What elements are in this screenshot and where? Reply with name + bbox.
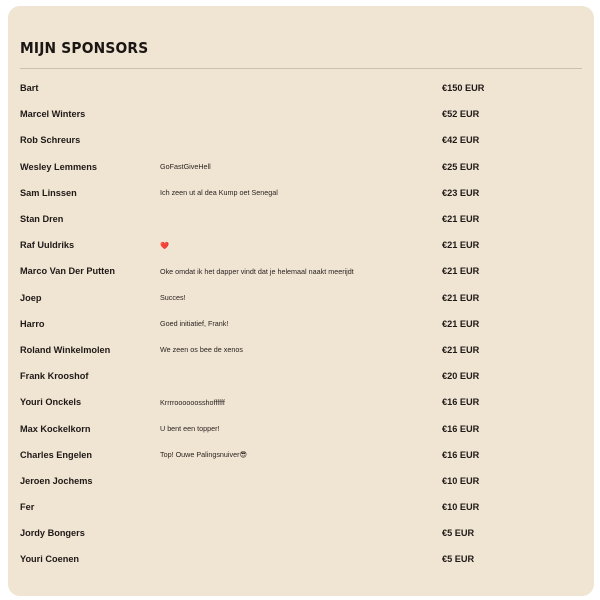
sponsor-amount: €21 EUR bbox=[442, 240, 480, 251]
sponsor-amount: €10 EUR bbox=[442, 475, 480, 486]
sponsor-row bbox=[20, 520, 582, 546]
sponsor-row bbox=[20, 546, 582, 572]
sponsor-amount: €21 EUR bbox=[442, 318, 480, 329]
sponsor-row bbox=[20, 232, 582, 258]
sponsor-row bbox=[20, 415, 582, 441]
sponsor-list bbox=[20, 75, 582, 573]
title-divider bbox=[20, 68, 582, 69]
sponsor-amount: €16 EUR bbox=[442, 423, 480, 434]
sponsor-name: Jeroen Jochems bbox=[20, 475, 93, 486]
sponsor-amount: €5 EUR bbox=[442, 554, 475, 565]
sponsor-row bbox=[20, 75, 582, 101]
sponsor-name: Frank Krooshof bbox=[20, 371, 89, 382]
sponsor-row bbox=[20, 180, 582, 206]
sponsor-name: Youri Onckels bbox=[20, 397, 82, 408]
sponsor-amount: €21 EUR bbox=[442, 266, 480, 277]
sponsor-message: ❤️ bbox=[160, 240, 169, 250]
sponsor-name: Stan Dren bbox=[20, 214, 64, 225]
sponsors-card bbox=[8, 6, 594, 596]
sponsor-name: Wesley Lemmens bbox=[20, 161, 97, 172]
sponsor-name: Raf Uuldriks bbox=[20, 240, 75, 251]
sponsor-row bbox=[20, 101, 582, 127]
sponsor-name: Youri Coenen bbox=[20, 554, 80, 565]
sponsor-name: Harro bbox=[20, 318, 45, 329]
sponsor-amount: €16 EUR bbox=[442, 449, 480, 460]
sponsor-row bbox=[20, 154, 582, 180]
sponsor-row bbox=[20, 127, 582, 153]
sponsor-name: Fer bbox=[20, 502, 35, 513]
sponsor-amount: €21 EUR bbox=[442, 344, 480, 355]
sponsor-row bbox=[20, 258, 582, 284]
sponsor-amount: €23 EUR bbox=[442, 187, 480, 198]
sponsor-name: Roland Winkelmolen bbox=[20, 344, 111, 355]
sponsor-amount: €21 EUR bbox=[442, 292, 480, 303]
sponsor-amount: €52 EUR bbox=[442, 109, 480, 120]
sponsor-message: Goed initiatief, Frank! bbox=[160, 319, 229, 329]
sponsor-row bbox=[20, 337, 582, 363]
sponsor-name: Bart bbox=[20, 83, 39, 94]
sponsor-amount: €21 EUR bbox=[442, 214, 480, 225]
sponsor-row bbox=[20, 442, 582, 468]
sponsor-message: Top! Ouwe Palingsnuiver😎 bbox=[160, 450, 247, 460]
sponsor-row bbox=[20, 468, 582, 494]
sponsor-row bbox=[20, 363, 582, 389]
sponsor-name: Rob Schreurs bbox=[20, 135, 81, 146]
sponsor-message: Succes! bbox=[160, 293, 186, 303]
sponsor-message: Ich zeen ut al dea Kump oet Senegal bbox=[160, 188, 278, 198]
sponsor-message: We zeen os bee de xenos bbox=[160, 345, 243, 355]
sponsor-name: Sam Linssen bbox=[20, 187, 77, 198]
sponsor-name: Jordy Bongers bbox=[20, 528, 85, 539]
sponsor-message: Krrrroooooosshoffffff bbox=[160, 397, 225, 407]
sponsor-amount: €5 EUR bbox=[442, 528, 475, 539]
sponsor-amount: €10 EUR bbox=[442, 502, 480, 513]
sponsor-row bbox=[20, 285, 582, 311]
sponsor-name: Joep bbox=[20, 292, 42, 303]
sponsor-name: Max Kockelkorn bbox=[20, 423, 91, 434]
sponsor-amount: €42 EUR bbox=[442, 135, 480, 146]
sponsor-row bbox=[20, 494, 582, 520]
sponsor-amount: €20 EUR bbox=[442, 371, 480, 382]
sponsor-amount: €150 EUR bbox=[442, 83, 485, 94]
sponsor-amount: €16 EUR bbox=[442, 397, 480, 408]
sponsor-row bbox=[20, 311, 582, 337]
sponsor-message: GoFastGiveHell bbox=[160, 162, 211, 172]
sponsor-message: U bent een topper! bbox=[160, 424, 220, 434]
sponsor-name: Marco Van Der Putten bbox=[20, 266, 115, 277]
sponsor-name: Charles Engelen bbox=[20, 449, 92, 460]
page-title: MIJN SPONSORS bbox=[20, 39, 149, 57]
sponsor-name: Marcel Winters bbox=[20, 109, 86, 120]
sponsor-row bbox=[20, 206, 582, 232]
sponsor-message: Oke omdat ik het dapper vindt dat je helemaal naakt meerijdt bbox=[160, 266, 354, 276]
sponsor-row bbox=[20, 389, 582, 415]
sponsor-amount: €25 EUR bbox=[442, 161, 480, 172]
